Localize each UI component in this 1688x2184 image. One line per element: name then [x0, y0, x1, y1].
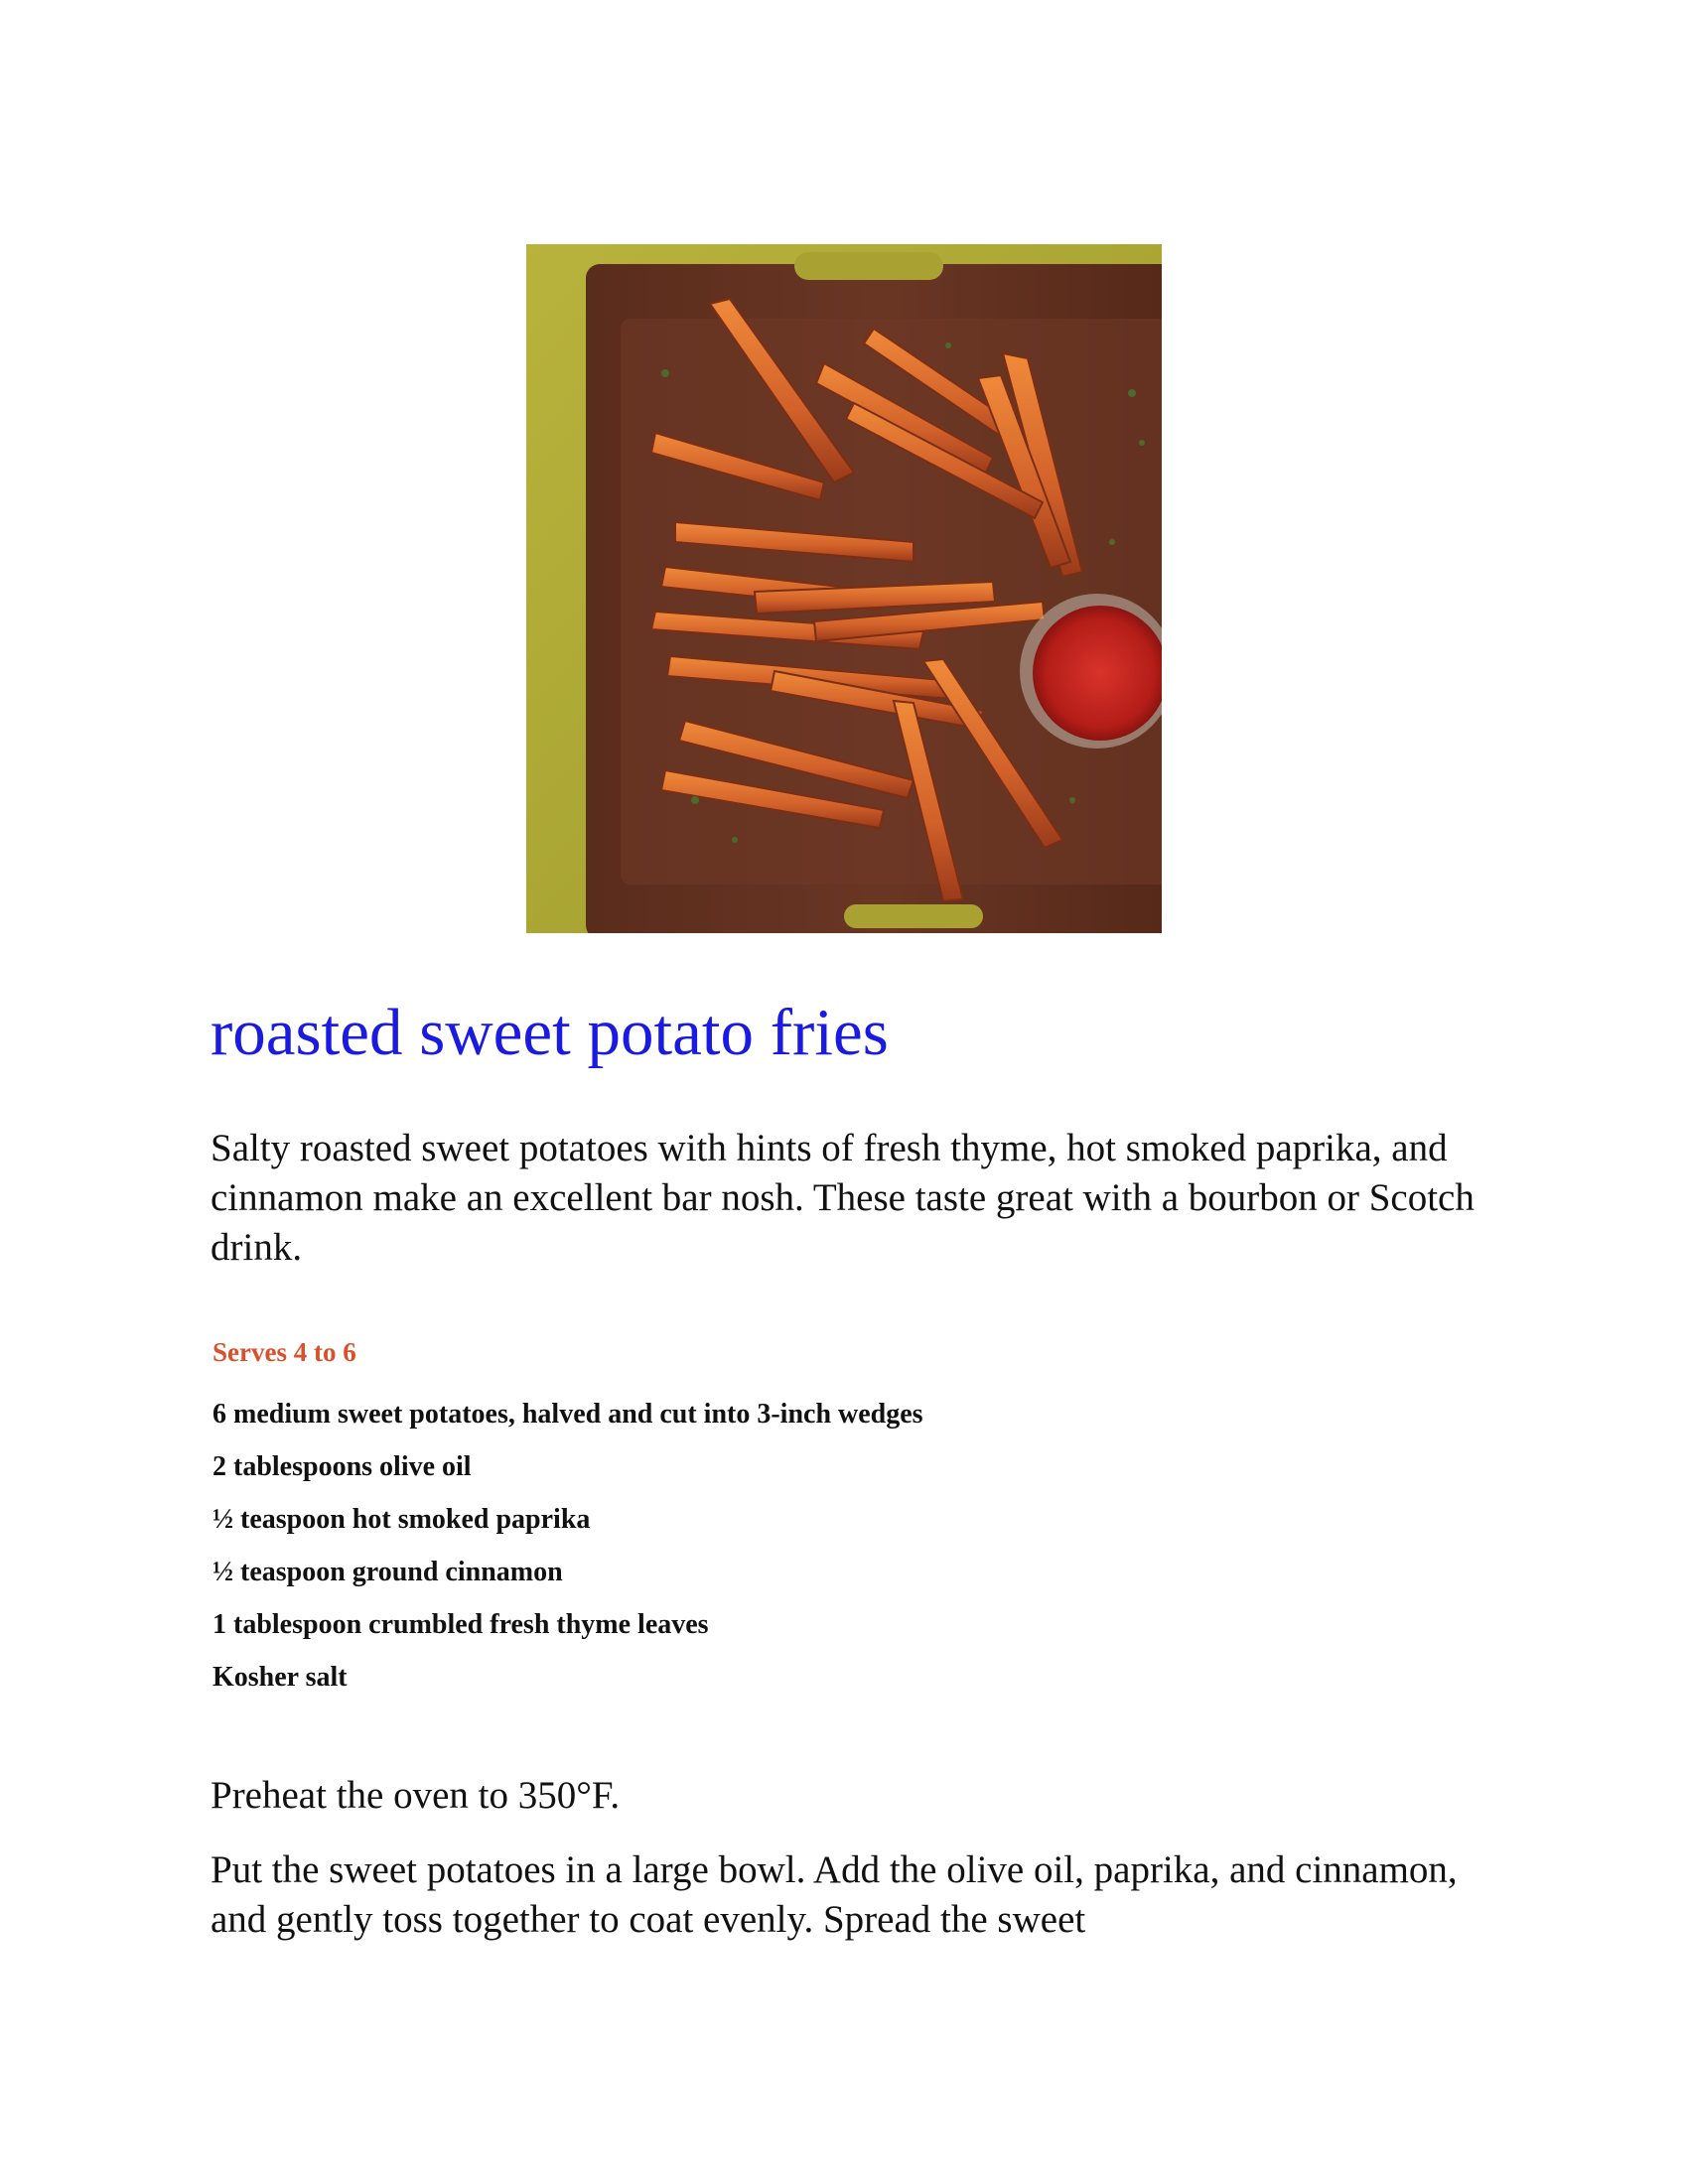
ingredient-item: Kosher salt: [212, 1662, 348, 1693]
recipe-title: roasted sweet potato fries: [211, 996, 889, 1069]
ingredient-item: ½ teaspoon ground cinnamon: [212, 1557, 563, 1587]
ingredient-item: 2 tablespoons olive oil: [212, 1451, 472, 1482]
ingredient-item: ½ teaspoon hot smoked paprika: [212, 1504, 591, 1535]
ingredient-item: 6 medium sweet potatoes, halved and cut into 3-inch wedges: [212, 1399, 923, 1430]
instruction-step: Put the sweet potatoes in a large bowl. Add the olive oil, paprika, and cinnamon, and gently toss together to coat evenly. Spread the sweet: [211, 1848, 1458, 1941]
instruction-step: Preheat the oven to 350°F.: [211, 1774, 621, 1817]
recipe-photo: [526, 244, 1162, 933]
ingredient-list: [212, 1388, 923, 1704]
recipe-intro: Salty roasted sweet potatoes with hints of fresh thyme, hot smoked paprika, and cinnamon make an excellent bar nosh. These taste great with a bourbon or Scotch drink.: [211, 1127, 1475, 1269]
ingredient-item: 1 tablespoon crumbled fresh thyme leaves: [212, 1609, 709, 1640]
serves-label: Serves 4 to 6: [212, 1337, 356, 1367]
